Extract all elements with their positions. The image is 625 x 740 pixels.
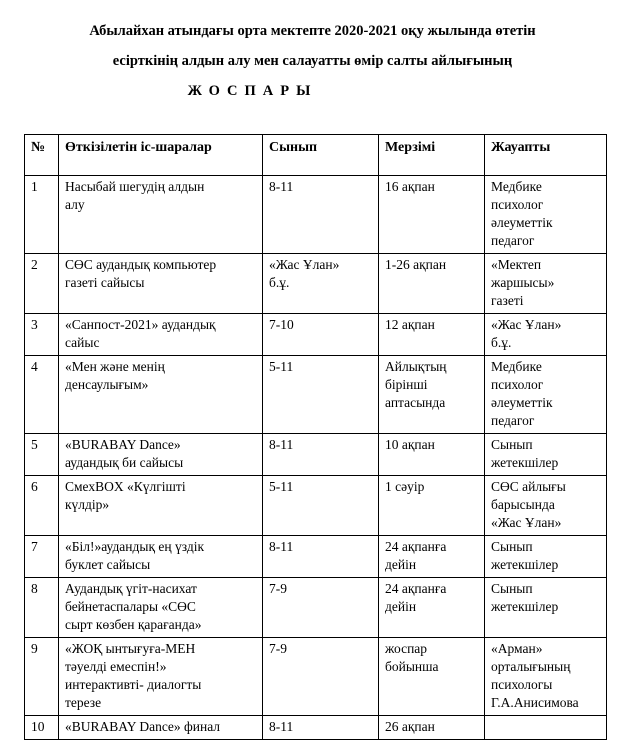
- table-row: [25, 356, 607, 434]
- row-number-cell: 4: [25, 356, 59, 434]
- document-title-line2: есірткінің алдын алу мен салауатты өмір салты айлығының: [112, 53, 513, 69]
- responsible-cell: «Мектеп жаршысы» газеті: [485, 254, 607, 314]
- row-number-cell: 8: [25, 578, 59, 638]
- event-cell: «Санпост-2021» аудандық сайыс: [59, 314, 263, 356]
- responsible-cell: Сынып жетекшілер: [485, 578, 607, 638]
- date-cell: 12 ақпан: [379, 314, 485, 356]
- event-cell: «ЖОҚ ынтығуға-МЕН тәуелді емеспін!» интерактивті- диалогты терезе: [59, 638, 263, 716]
- table-row: [25, 254, 607, 314]
- grade-cell: 8-11: [263, 176, 379, 254]
- date-cell: жоспар бойынша: [379, 638, 485, 716]
- plan-table: [24, 134, 607, 740]
- table-header-row: [25, 135, 607, 176]
- table-row: [25, 536, 607, 578]
- event-cell: «Мен және менің денсаулығым»: [59, 356, 263, 434]
- row-number-cell: 5: [25, 434, 59, 476]
- date-cell: 24 ақпанға дейін: [379, 578, 485, 638]
- header-date: Мерзімі: [379, 135, 485, 176]
- document-title-line1: Абылайхан атындағы орта мектепте 2020-2021 оқу жылында өтетін: [89, 23, 536, 39]
- document-title-plan: ЖОСПАРЫ: [187, 83, 318, 99]
- header-number: №: [25, 135, 59, 176]
- row-number-cell: 2: [25, 254, 59, 314]
- grade-cell: 7-10: [263, 314, 379, 356]
- responsible-cell: [485, 716, 607, 740]
- grade-cell: 5-11: [263, 356, 379, 434]
- table-row: [25, 716, 607, 740]
- event-cell: Аудандық үгіт-насихат бейнетаспалары «СӨС сырт көзбен қарағанда»: [59, 578, 263, 638]
- grade-cell: «Жас Ұлан» б.ұ.: [263, 254, 379, 314]
- event-cell: «BURABAY Dance» аудандық би сайысы: [59, 434, 263, 476]
- table-row: [25, 638, 607, 716]
- event-cell: «Біл!»аудандық ең үздік буклет сайысы: [59, 536, 263, 578]
- event-cell: Насыбай шегудің алдын алу: [59, 176, 263, 254]
- date-cell: 16 ақпан: [379, 176, 485, 254]
- responsible-cell: Сынып жетекшілер: [485, 536, 607, 578]
- date-cell: Айлықтың бірінші аптасында: [379, 356, 485, 434]
- event-cell: СӨС аудандық компьютер газеті сайысы: [59, 254, 263, 314]
- responsible-cell: СӨС айлығы барысында «Жас Ұлан»: [485, 476, 607, 536]
- table-row: [25, 476, 607, 536]
- date-cell: 1-26 ақпан: [379, 254, 485, 314]
- event-cell: СмехBOX «Күлгішті күлдір»: [59, 476, 263, 536]
- date-cell: 1 сәуір: [379, 476, 485, 536]
- date-cell: 24 ақпанға дейін: [379, 536, 485, 578]
- responsible-cell: «Жас Ұлан» б.ұ.: [485, 314, 607, 356]
- header-event: Өткізілетін іс-шаралар: [59, 135, 263, 176]
- row-number-cell: 7: [25, 536, 59, 578]
- responsible-cell: Медбике психолог әлеуметтік педагог: [485, 356, 607, 434]
- table-row: [25, 578, 607, 638]
- responsible-cell: «Арман» орталығының психологы Г.А.Анисимова: [485, 638, 607, 716]
- table-row: [25, 176, 607, 254]
- responsible-cell: Медбике психолог әлеуметтік педагог: [485, 176, 607, 254]
- row-number-cell: 6: [25, 476, 59, 536]
- grade-cell: 5-11: [263, 476, 379, 536]
- grade-cell: 8-11: [263, 536, 379, 578]
- date-cell: 10 ақпан: [379, 434, 485, 476]
- table-row: [25, 434, 607, 476]
- table-row: [25, 314, 607, 356]
- responsible-cell: Сынып жетекшілер: [485, 434, 607, 476]
- header-responsible: Жауапты: [485, 135, 607, 176]
- grade-cell: 8-11: [263, 716, 379, 740]
- grade-cell: 7-9: [263, 638, 379, 716]
- header-grade: Сынып: [263, 135, 379, 176]
- event-cell: «BURABAY Dance» финал: [59, 716, 263, 740]
- grade-cell: 7-9: [263, 578, 379, 638]
- table-body: [25, 176, 607, 740]
- date-cell: 26 ақпан: [379, 716, 485, 740]
- row-number-cell: 10: [25, 716, 59, 740]
- grade-cell: 8-11: [263, 434, 379, 476]
- row-number-cell: 9: [25, 638, 59, 716]
- row-number-cell: 1: [25, 176, 59, 254]
- row-number-cell: 3: [25, 314, 59, 356]
